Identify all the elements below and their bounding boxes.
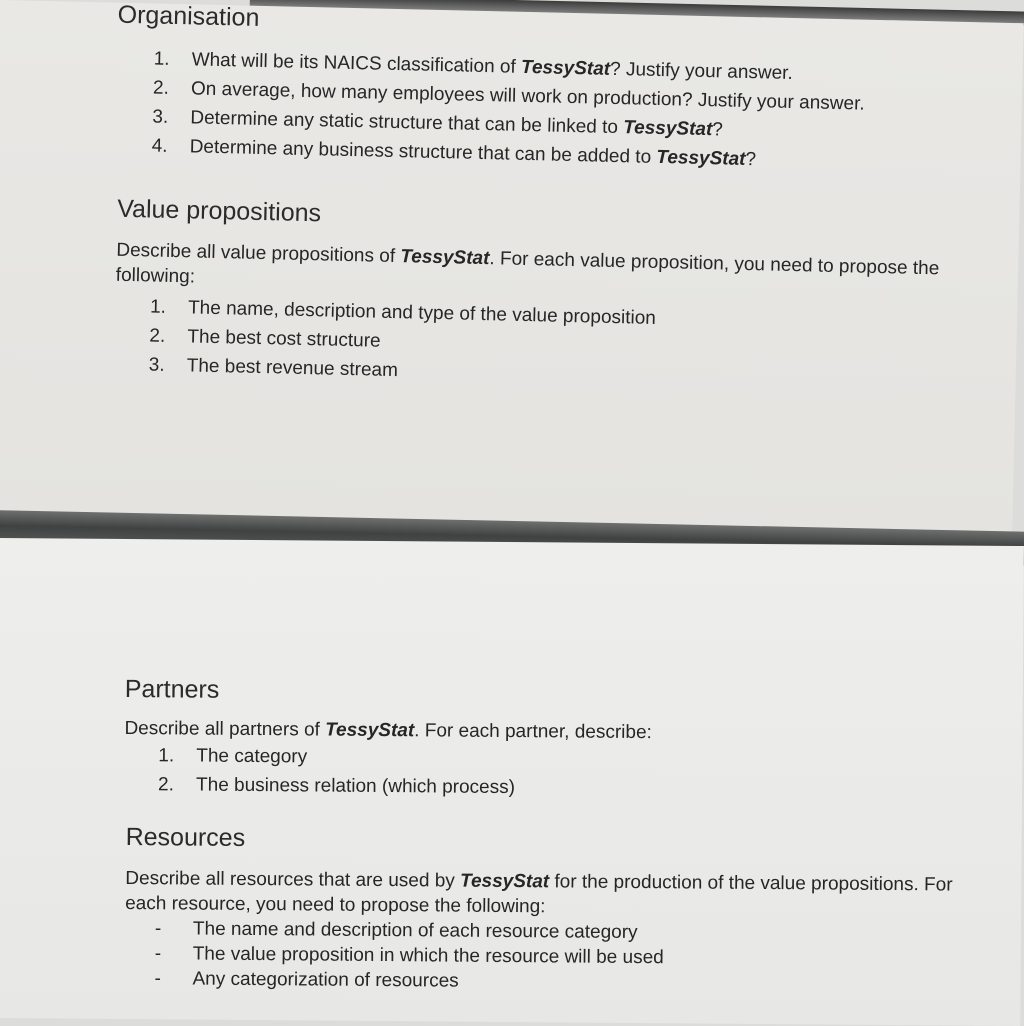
list-text: ? bbox=[745, 148, 757, 171]
list-text: The category bbox=[196, 745, 308, 768]
list-bullet: - bbox=[154, 943, 162, 965]
list-number: 4. bbox=[151, 135, 168, 157]
organisation-list bbox=[151, 45, 936, 179]
partners-heading: Partners bbox=[124, 674, 220, 704]
partners-section bbox=[124, 675, 965, 806]
list-text: ? Justify your answer. bbox=[609, 58, 793, 85]
list-text: The name and description of each resource category bbox=[192, 918, 638, 944]
list-text: On average, how many employees will work on production? Justify your answer. bbox=[190, 78, 865, 115]
list-text: Determine any static structure that can be linked to bbox=[190, 107, 624, 139]
list-text: Any categorization of resources bbox=[192, 968, 459, 992]
list-text: ? bbox=[712, 119, 724, 141]
brand-name: TessyStat bbox=[460, 870, 550, 893]
brand-name: TessyStat bbox=[623, 117, 713, 141]
list-number: 1. bbox=[149, 296, 167, 318]
resources-intro bbox=[125, 866, 955, 923]
value-propositions-heading: Value propositions bbox=[116, 194, 322, 228]
list-text: Determine any business structure that can be added to bbox=[189, 136, 657, 168]
document-page-bottom bbox=[0, 538, 1024, 1026]
brand-name: TessyStat bbox=[400, 246, 490, 270]
resources-section bbox=[124, 823, 955, 998]
value-propositions-list bbox=[148, 292, 975, 398]
list-item bbox=[154, 966, 954, 997]
list-number: 1. bbox=[153, 48, 170, 70]
list-number: 2. bbox=[157, 774, 175, 796]
list-number: 2. bbox=[149, 325, 166, 347]
list-item bbox=[158, 770, 964, 805]
intro-text: . For each value proposition, you need to propose the following: bbox=[115, 248, 940, 288]
list-number: 2. bbox=[152, 77, 170, 99]
partners-list bbox=[158, 741, 964, 805]
list-text: What will be its NAICS classification of bbox=[191, 49, 522, 78]
list-text: The best cost structure bbox=[187, 326, 381, 352]
list-number: 1. bbox=[158, 745, 175, 767]
list-text: The value proposition in which the resource will be used bbox=[192, 943, 664, 969]
list-text: The business relation (which process) bbox=[195, 774, 516, 799]
resources-list bbox=[154, 916, 955, 997]
intro-text: Describe all partners of bbox=[124, 717, 326, 741]
resources-heading: Resources bbox=[125, 822, 246, 852]
brand-name: TessyStat bbox=[325, 719, 415, 742]
list-text: The name, description and type of the value proposition bbox=[187, 297, 657, 329]
organisation-heading: Organisation bbox=[117, 0, 260, 32]
brand-name: TessyStat bbox=[656, 146, 746, 170]
list-bullet: - bbox=[154, 918, 162, 940]
intro-text: for the production of the value propositions. For each resource, you need to propose the following: bbox=[125, 871, 953, 918]
intro-text: . For each partner, describe: bbox=[414, 720, 652, 744]
list-number: 3. bbox=[148, 354, 165, 376]
list-number: 3. bbox=[152, 106, 169, 128]
organisation-section bbox=[114, 1, 937, 179]
intro-text: Describe all value propositions of bbox=[116, 239, 401, 268]
list-bullet: - bbox=[154, 968, 161, 990]
list-text: The best revenue stream bbox=[186, 355, 399, 382]
value-propositions-section bbox=[113, 195, 977, 398]
brand-name: TessyStat bbox=[520, 56, 611, 80]
intro-text: Describe all resources that are used by bbox=[125, 867, 461, 892]
